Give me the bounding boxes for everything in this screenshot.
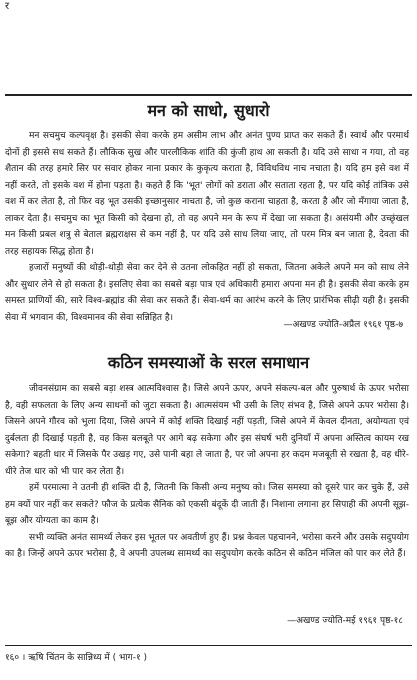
section-1-title: मन को साधो, सुधारो (147, 101, 270, 120)
section-2-body (5, 381, 409, 563)
paragraph: हमें परमात्मा ने उतनी ही शक्ति दी है, जितनी कि किसी अन्य मनुष्य को। जिस समस्या को दूसरे पार कर चुके हैं, उसे हम क्यों पार नहीं कर सकते? फौज के प्रत्येक सैनिक को एकसी बंदूकें दी जाती हैं। निशाना लगाना हर सिपाही की अपनी सूझ-बूझ और योग्यता का काम है। (5, 483, 409, 526)
page-number: १६० (5, 653, 20, 663)
footer-divider (5, 645, 412, 646)
section-1-body (5, 128, 409, 326)
page-footer (5, 651, 147, 665)
paragraph: मन सचमुच कल्पवृक्ष है। इसकी सेवा करके हम असीम लाभ और अनंत पुण्य प्राप्त कर सकते हैं। स्वार्थ और परमार्थ दोनों ही इससे सध सकते हैं। लौकिक सुख और पारलौकिक शांति की कुंजी हाथ आ सकती है। यदि उसे साधा न गया, तो वह शैतान की तरह हमारे सिर पर सवार होकर नाना प्रकार के कुकृत्य कराता है, विविधविध नाच नचाता है। यदि हम इसे वश में नहीं करते, तो इसके वश में होना पड़ता है। कहते हैं कि 'भूत' लोगों को डराता और सताता रहता है, पर यदि कोई तांत्रिक उसे वश में कर लेता है, तो फिर वह भूत उसकी इच्छानुसार नाचता है, जो कुछ कराना चाहता है, करता है और जो मँगाया जाता है, लाकर देता है। सचमुच का भूत किसी को देखना हो, तो वह अपने मन के रूप में देखा जा सकता है। असंयमी और उच्छृंखल मन किसी प्रबल शत्रु से बेताल ब्रह्मराक्षस से कम नहीं है, पर यदि उसे साध लिया जाए, तो परम मित्र बन जाता है, देवता की तरह सहायक सिद्ध होता है। (5, 131, 409, 257)
top-divider (5, 94, 412, 96)
section-2-title: कठिन समस्याओं के सरल समाधान (107, 353, 310, 372)
book-title: । ऋषि चिंतन के सान्निध्य में ( भाग-१ ) (21, 653, 148, 663)
paragraph: सभी व्यक्ति अनंत सामर्थ्य लेकर इस भूतल पर अवतीर्ण हुए हैं। प्रश्न केवल पहचानने, भरोसा करने और उसके सदुपयोग का है। जिन्हें अपने ऊपर भरोसा है, वे अपनी उपलब्ध सामर्थ्य का सदुपयोग करके कठिन से कठिन मंजिल को पार कर लेते हैं। (5, 532, 409, 559)
section-1-citation: —अखण्ड ज्योति-अप्रैल १९६१ पृष्ठ-७ (283, 320, 403, 330)
section-2-citation: —अखण्ड ज्योति-मई १९६१ पृष्ठ-१८ (287, 616, 403, 626)
paragraph: हजारों मनुष्यों की थोड़ी-थोड़ी सेवा कर देने से उतना लोकहित नहीं हो सकता, जितना अकेले अपने मन को साध लेने और सुधार लेने से हो सकता है। इसलिए सेवा का सबसे बड़ा पात्र एवं अधिकारी हमारा अपना मन ही है। इसकी सेवा करके हम समस्त प्राणियों की, सारे विश्व-ब्रह्मांड की सेवा कर सकते हैं। सेवा-धर्म का आरंभ करने के लिए प्रारंभिक सीढ़ी यही है। इसकी सेवा में भगवान की, विश्वमानव की सेवा सन्निहित है। (5, 263, 410, 323)
paragraph: जीवनसंग्राम का सबसे बड़ा शस्त्र आत्मविश्वास है। जिसे अपने ऊपर, अपने संकल्प-बल और पुरुषार्थ के ऊपर भरोसा है, वही सफलता के लिए अन्य साधनों को जुटा सकता है। आत्मसंयम भी उसी के लिए संभव है, जिसे अपने ऊपर भरोसा है। जिसने अपने गौरव को भुला दिया, जिसे अपने में कोई शक्ति दिखाई नहीं पड़ती, जिसे अपने में केवल दीनता, अयोग्यता एवं दुर्बलता ही दिखाई पड़ती है, वह किस बलबूते पर आगे बढ़ सकेगा और इस संघर्ष भरी दुनियाँ में अपना अस्तित्व कायम रख सकेगा? बहती धार में जिसके पैर उखड़ गए, उसे पानी बहा ले जाता है, पर जो अपना हर कदम मजबूती से रखता है, वह धीरे-धीरे तेज धार को भी पार कर लेता है। (5, 384, 409, 477)
top-page-fragment: र (5, 1, 10, 12)
